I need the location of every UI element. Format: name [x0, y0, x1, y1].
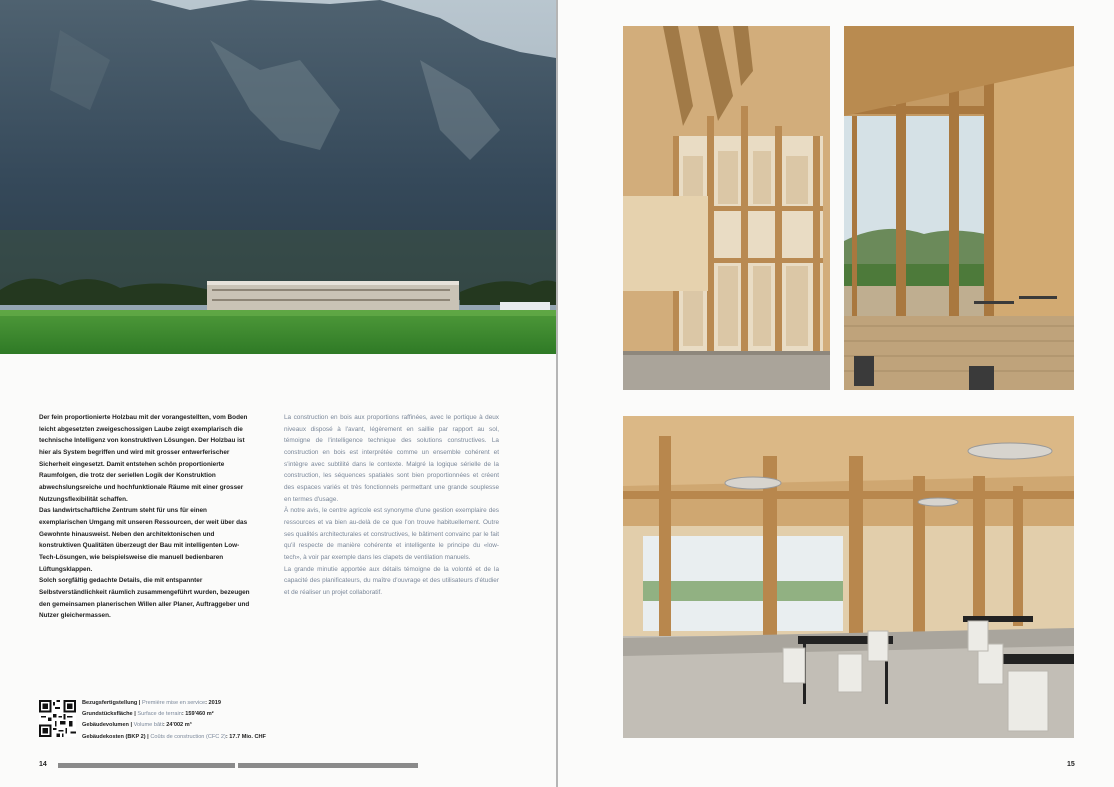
- french-paragraph: À notre avis, le centre agricole est synonyme d'une gestion exemplaire des ressources et va bien au-delà de ce que l'on trouve habituellement. Outre ses qualités architecturales et constructives, le bâtiment convainc par le fait qu'il respecte de manière cohérente et intelligente le principe du «low-tech», à voir par exemple dans les clapets de ventilation manuels.: [284, 507, 499, 561]
- fact-row: Bezugsfertigstellung | Première mise en service: 2019: [82, 700, 221, 706]
- footer-bar: [58, 763, 235, 768]
- german-paragraph: Das landwirtschaftliche Zentrum steht für uns für einen exemplarischen Umgang mit unseren Ressourcen, der weit über das Gewohnte hinausweist. Neben den architektonischen und konstruktiven Qualitäten überzeugt der Bau mit intelligenten Low-Tech-Lösungen, wie beispielsweise die manuell bedienbaren Lüftungsklappen.: [39, 507, 248, 573]
- german-paragraph: Solch sorgfältig gedachte Details, die mit entspannter Selbstverständlichkeit räumlich zusammengeführt wurden, bezeugen den gemeinsamen planerischen Willen aller Planer, Auftraggeber und Nutzer gleichermassen.: [39, 577, 250, 620]
- landscape-exterior-photo: [0, 0, 556, 354]
- footer-bar: [238, 763, 418, 768]
- french-paragraph: La construction en bois aux proportions raffinées, avec le portique à deux niveaux disposé à l'avant, légèrement en saillie par rapport au sol, témoigne de l'intelligence technique des solutions constructives. La construction en bois est interprétée comme un ensemble cohérent et s'intègre avec subtilité dans le contexte. Malgré la logique sérielle de la construction, les séquences spatiales sont bien proportionnées et créent des espaces variés et très fonctionnels permettant une grande souplesse en termes d'usage.: [284, 414, 499, 503]
- french-paragraph: La grande minutie apportée aux détails témoigne de la volonté et de la capacité des planificateurs, du maître d'ouvrage et des utilisateurs d'étudier et de réaliser un projet collaboratif.: [284, 565, 499, 596]
- left-page: [0, 0, 556, 787]
- fact-row: Gebäudevolumen | Volume bâti: 24'002 m³: [82, 722, 192, 729]
- page-number-left: 14: [39, 761, 47, 768]
- canteen-interior-photo: [623, 416, 1074, 738]
- atrium-interior-photo: [623, 26, 830, 390]
- german-text-column: [39, 412, 254, 622]
- project-facts: [82, 698, 266, 743]
- german-paragraph: Der fein proportionierte Holzbau mit der vorangestellten, vom Boden leicht abgesetzten zweigeschossigen Laube zeigt exemplarisch die technische Intelligenz von konstruktiven Lösungen. Der Holzbau ist hier als System begriffen und wird mit grosser entwerferischer Sicherheit eingesetzt. Damit entstehen schön proportionierte Raumfolgen, die trotz der seriellen Logik der Konstruktion abwechslungsreiche und hochfunktionale Räume mit einer grosser Nutzungsflexibilität schaffen.: [39, 414, 248, 503]
- right-page: [558, 0, 1114, 787]
- fact-row: Gebäudekosten (BKP 2) | Coûts de construction (CFC 2): 17.7 Mio. CHF: [82, 733, 266, 740]
- qr-code[interactable]: [39, 700, 76, 737]
- veranda-photo: [844, 26, 1074, 390]
- page-number-right: 15: [1067, 761, 1075, 768]
- fact-row: Grundstücksfläche | Surface de terrain: 159'460 m²: [82, 711, 214, 718]
- french-text-column: [284, 412, 499, 599]
